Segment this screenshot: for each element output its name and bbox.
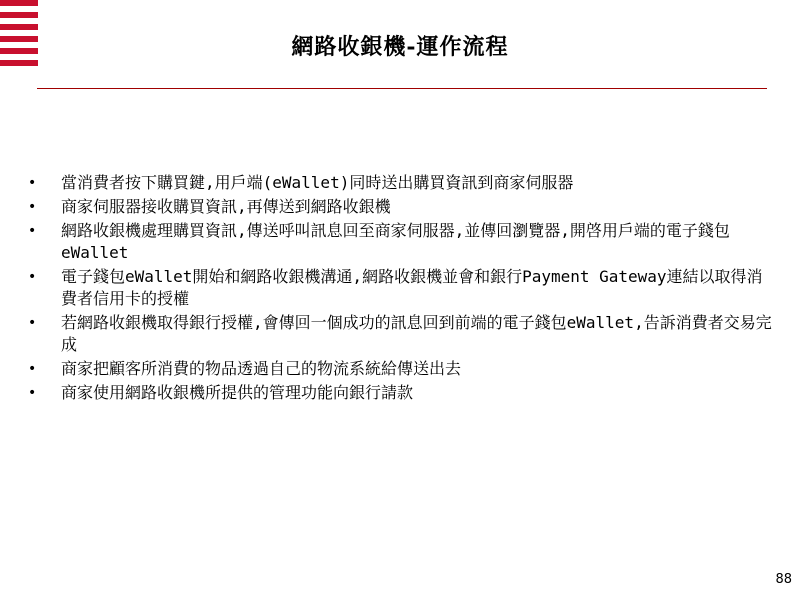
bullet-item <box>28 196 778 218</box>
bullet-icon: • <box>28 223 37 239</box>
bullet-text: 電子錢包eWallet開始和網路收銀機溝通,網路收銀機並會和銀行Payment Gateway連結以取得消費者信用卡的授權 <box>61 267 763 308</box>
bullet-item <box>28 266 778 310</box>
bullet-item <box>28 312 778 356</box>
bullet-icon: • <box>28 269 37 285</box>
bullet-item <box>28 382 778 404</box>
slide-title: 網路收銀機-運作流程 <box>291 34 509 60</box>
stripe <box>0 0 38 6</box>
bullet-icon: • <box>28 199 37 215</box>
bullet-icon: • <box>28 361 37 377</box>
title-divider <box>37 88 767 89</box>
bullet-icon: • <box>28 315 37 331</box>
bullet-item <box>28 172 778 194</box>
bullet-icon: • <box>28 175 37 191</box>
bullet-item <box>28 220 778 264</box>
bullet-item <box>28 358 778 380</box>
bullet-text: 商家使用網路收銀機所提供的管理功能向銀行請款 <box>61 383 414 402</box>
bullet-text: 若網路收銀機取得銀行授權,會傳回一個成功的訊息回到前端的電子錢包eWallet,告訴消費者交易完成 <box>61 313 772 354</box>
bullet-text: 網路收銀機處理購買資訊,傳送呼叫訊息回至商家伺服器,並傳回瀏覽器,開啓用戶端的電子錢包eWallet <box>61 221 730 262</box>
page-number: 88 <box>775 572 792 587</box>
bullet-text: 商家把顧客所消費的物品透過自己的物流系統給傳送出去 <box>61 359 462 378</box>
bullet-list <box>28 172 778 406</box>
bullet-icon: • <box>28 385 37 401</box>
stripe <box>0 12 38 18</box>
bullet-text: 商家伺服器接收購買資訊,再傳送到網路收銀機 <box>61 197 391 216</box>
bullet-text: 當消費者按下購買鍵,用戶端(eWallet)同時送出購買資訊到商家伺服器 <box>61 173 574 192</box>
